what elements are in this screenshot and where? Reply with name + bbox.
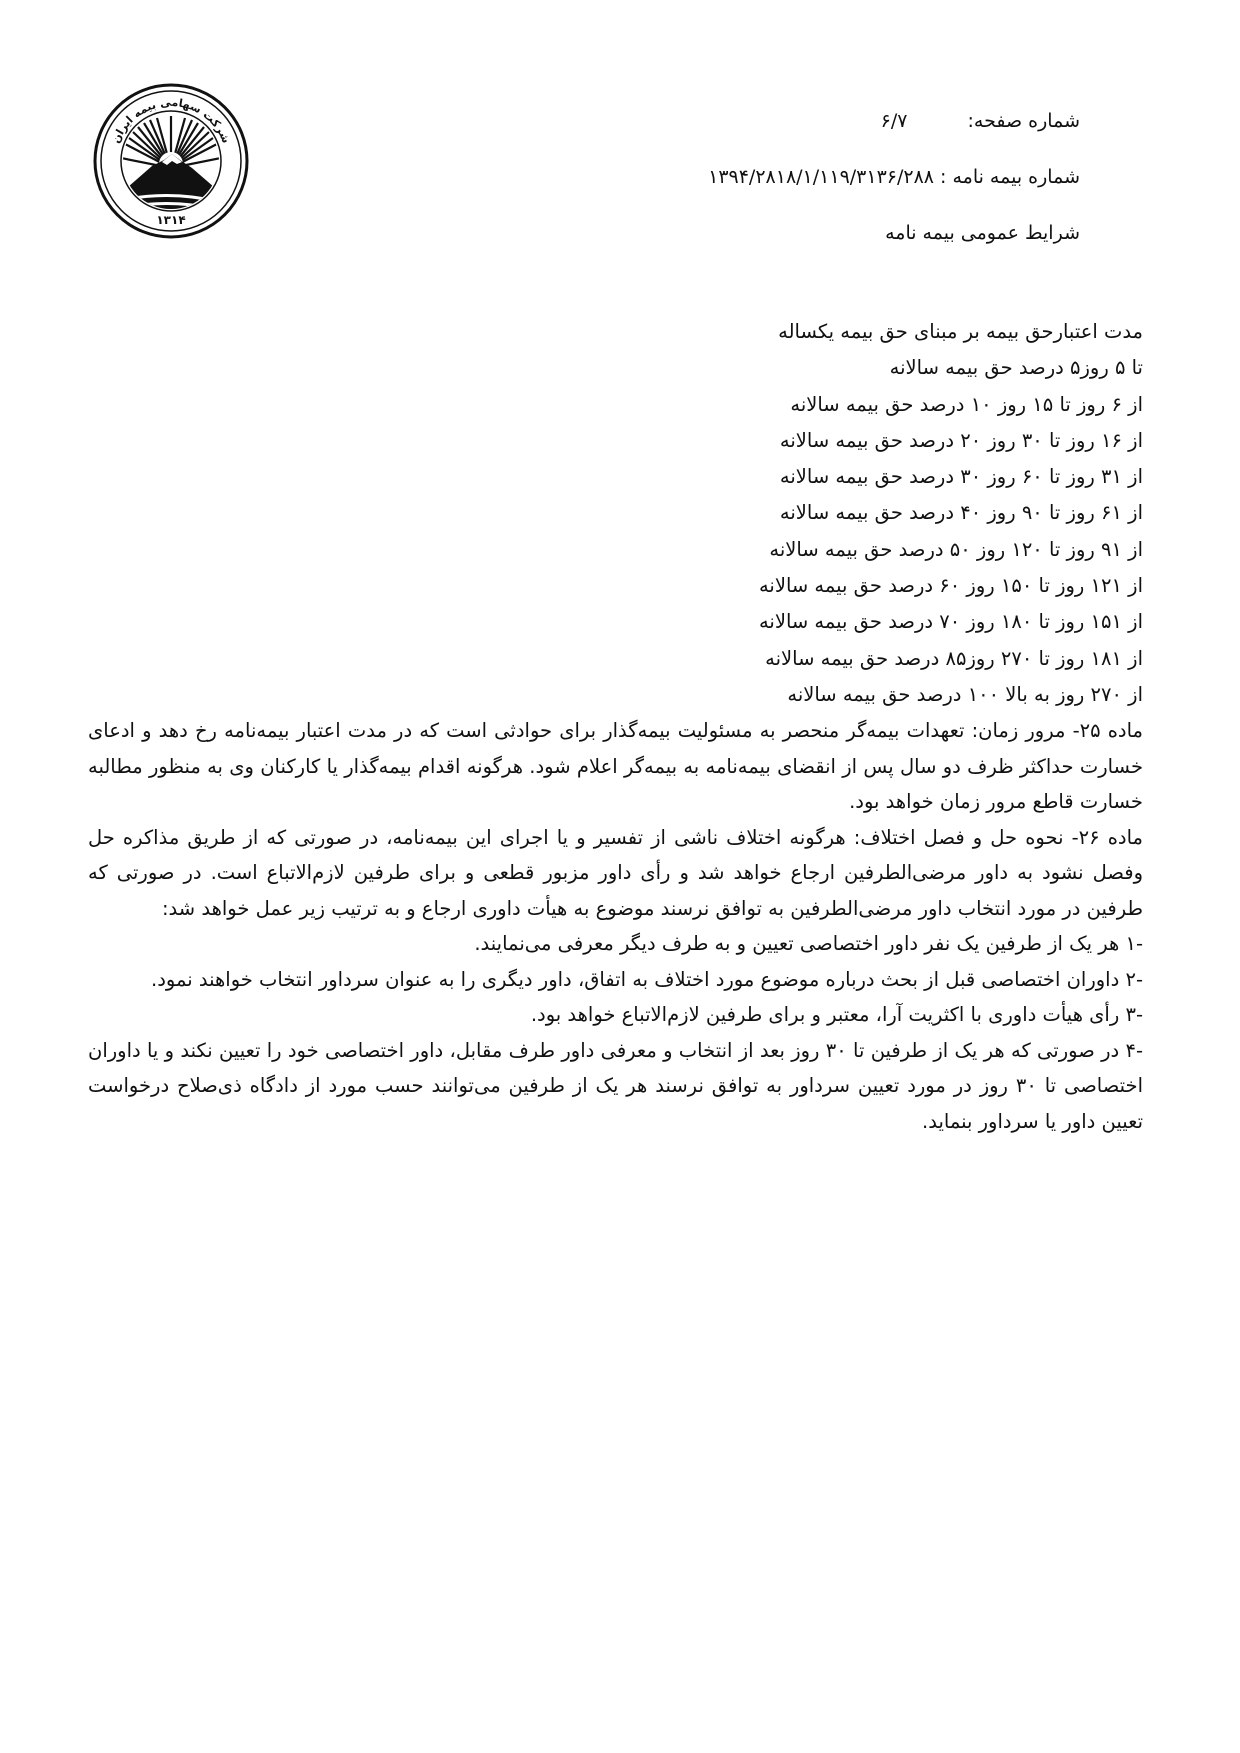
schedule-row: از ۱۸۱ روز تا ۲۷۰ روز۸۵ درصد حق بیمه سالانه: [765, 646, 1143, 670]
article-26-item-2: -۲ داوران اختصاصی قبل از بحث درباره موضوع مورد اختلاف به اتفاق، داور دیگری را به عنوان سرداور انتخاب خواهند نمود.: [151, 967, 1143, 991]
schedule-row: تا ۵ روز۵ درصد حق بیمه سالانه: [889, 356, 1143, 380]
document-body: [88, 314, 1143, 1139]
svg-text:۱۳۱۴: ۱۳۱۴: [156, 213, 186, 227]
article-26-intro: ماده ۲۶- نحوه حل و فصل اختلاف: هرگونه اختلاف ناشی از تفسیر و یا اجرای این بیمه‌نامه، در صورتی که از طریق مذاکره حل وفصل نشود به داور مرضی‌الطرفین ارجاع خواهد شد و رأی داور مزبور قطعی و برای طرفین لازم‌الاتباع است. در صورتی که طرفین در مورد انتخاب داور مرضی‌الطرفین به توافق نرسند موضوع به هیأت داوری ارجاع و به ترتیب زیر عمل خواهد شد:: [88, 825, 1143, 920]
article-26-item-1: -۱ هر یک از طرفین یک نفر داور اختصاصی تعیین و به طرف دیگر معرفی می‌نمایند.: [474, 932, 1143, 956]
svg-text:شرکت سهامی بیمه ایران: شرکت سهامی بیمه ایران: [109, 95, 233, 146]
document-title: شرایط عمومی بیمه نامه: [885, 222, 1080, 244]
schedule-row: از ۱۲۱ روز تا ۱۵۰ روز ۶۰ درصد حق بیمه سالانه: [758, 574, 1143, 598]
schedule-row: از ۶ روز تا ۱۵ روز ۱۰ درصد حق بیمه سالانه: [790, 392, 1143, 416]
schedule-row: از ۳۱ روز تا ۶۰ روز ۳۰ درصد حق بیمه سالانه: [779, 465, 1143, 489]
schedule-row: از ۹۱ روز تا ۱۲۰ روز ۵۰ درصد حق بیمه سالانه: [769, 537, 1143, 561]
article-25: ماده ۲۵- مرور زمان: تعهدات بیمه‌گر منحصر به مسئولیت بیمه‌گذار برای حوادثی است که در مدت اعتبار بیمه‌نامه رخ دهد و ادعای خسارت حداکثر ظرف دو سال پس از انقضای بیمه‌نامه به بیمه‌گر اعلام شود. هرگونه اقدام بیمه‌گذار یا کارکنان وی به منظور مطالبه خسارت قاطع مرور زمان خواهد بود.: [88, 719, 1143, 814]
policy-number-row: [440, 164, 1080, 190]
page-number-row: [440, 108, 1080, 134]
policy-number-value: ۱۳۹۴/۲۸۱۸/۱/۱۱۹/۳۱۳۶/۲۸۸: [708, 166, 935, 188]
page-number-label: شماره صفحه:: [967, 110, 1080, 132]
schedule-row: از ۶۱ روز تا ۹۰ روز ۴۰ درصد حق بیمه سالانه: [779, 501, 1143, 525]
schedule-row: از ۱۵۱ روز تا ۱۸۰ روز ۷۰ درصد حق بیمه سالانه: [758, 610, 1143, 634]
schedule-row: از ۱۶ روز تا ۳۰ روز ۲۰ درصد حق بیمه سالانه: [779, 428, 1143, 452]
article-26-item-3: -۳ رأی هیأت داوری با اکثریت آرا، معتبر و برای طرفین لازم‌الاتباع خواهد بود.: [530, 1003, 1143, 1027]
schedule-row: از ۲۷۰ روز به بالا ۱۰۰ درصد حق بیمه سالانه: [787, 682, 1143, 706]
document-header: [440, 108, 1080, 246]
schedule-heading: مدت اعتبارحق بیمه بر مبنای حق بیمه یکساله: [778, 320, 1143, 343]
page-number-value: ۶/۷: [880, 110, 908, 132]
company-seal-icon: [92, 82, 250, 240]
policy-number-label: شماره بیمه نامه :: [940, 166, 1080, 188]
article-26-item-4: -۴ در صورتی که هر یک از طرفین تا ۳۰ روز بعد از انتخاب و معرفی داور طرف مقابل، داور اختصاصی خود را تعیین نکند و یا داوران اختصاصی تا ۳۰ روز در مورد تعیین سرداور به توافق نرسند هر یک از طرفین می‌توانند حسب مورد از دادگاه ذی‌صلاح درخواست تعیین داور یا سرداور بنماید.: [88, 1038, 1143, 1133]
